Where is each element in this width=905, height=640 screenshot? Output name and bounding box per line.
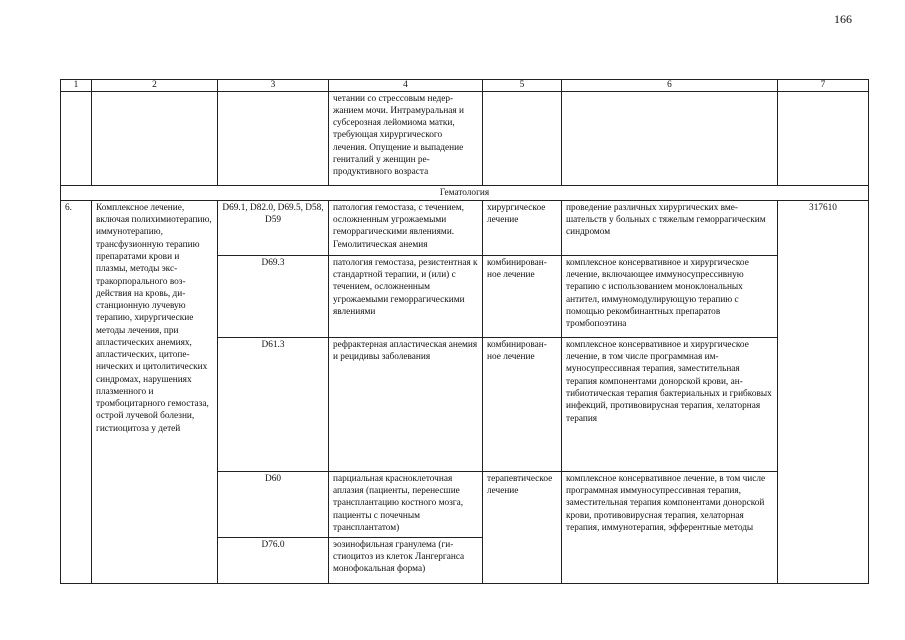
patient-model: эозинофильная гранулема (гистиоцитоз из клеток Лангерганса монофокальная форма) [329, 537, 483, 583]
cost-value: 317610 [778, 200, 869, 583]
column-number: 2 [92, 80, 218, 92]
patient-model: патология гемостаза, резистентная к стандартной терапии, и (или) с течением, осложненным угрожаемыми геморрагическими явлениями [329, 255, 483, 337]
empty-cell [61, 91, 92, 185]
table-row [61, 200, 869, 255]
treatment-type: хирургическое лечение [483, 200, 562, 255]
icd-codes: D60 [218, 471, 329, 537]
treatment-method: комплексное консервативное и хирургическое лечение, в том числе программная иммуносупрессивная терапия, заместительная терапия компонентами донорской крови, антибиотическая терапия бактериальных и грибковых инфекций, противовирусная терапия, хелаторная терапия [562, 337, 778, 471]
column-number: 4 [329, 80, 483, 92]
column-number: 5 [483, 80, 562, 92]
empty-cell [218, 91, 329, 185]
treatment-type: комбинированное лечение [483, 255, 562, 337]
treatment-method: комплексное консервативное и хирургическое лечение, включающее иммуносупрессивную терапию с использованием моноклональных антител, иммуномодулирующую терапию с помощью рекомбинантных препаратов тромбопоэтина [562, 255, 778, 337]
section-title: Гематология [61, 185, 869, 200]
patient-model: патология гемостаза, с течением, осложненным угрожаемыми геморрагическими явлениями. Гемолитическая анемия [329, 200, 483, 255]
icd-codes: D61.3 [218, 337, 329, 471]
icd-codes: D69.3 [218, 255, 329, 337]
column-number: 7 [778, 80, 869, 92]
empty-cell [483, 91, 562, 185]
treatment-method: проведение различных хирургических вмешательств у больных с тяжелым геморрагическим синдромом [562, 200, 778, 255]
empty-cell [92, 91, 218, 185]
column-number: 6 [562, 80, 778, 92]
empty-cell [562, 91, 778, 185]
continuation-row [61, 91, 869, 185]
care-type-name: Комплексное лечение, включая полихимиотерапию, иммунотерапию, трансфузионную терапию препаратами крови и плазмы, методы экстракорпорального воздействия на кровь, дистанционную лучевую терапию, хирургические методы лечения, при апластических анемиях, апластических, цитопенических и цитолитических синдромах, нарушениях плазменного и тромбоцитарного гемостаза, острой лучевой болезни, гистиоцитоза у детей [92, 200, 218, 583]
icd-codes: D76.0 [218, 537, 329, 583]
treatment-type: терапевтическое лечение [483, 471, 562, 583]
empty-cell [778, 91, 869, 185]
column-number: 1 [61, 80, 92, 92]
treatment-type: комбинированное лечение [483, 337, 562, 471]
continuation-text: четании со стрессовым недержанием мочи. Интрамуральная и субсерозная лейомиома матки, требующая хирургического лечения. Опущение и выпадение гениталий у женщин репродуктивного возраста [329, 91, 483, 185]
column-number: 3 [218, 80, 329, 92]
section-row [61, 185, 869, 200]
page-number: 166 [834, 12, 852, 26]
patient-model: парциальная красноклеточная аплазия (пациенты, перенесшие трансплантацию костного мозга, пациенты с почечным трансплантатом) [329, 471, 483, 537]
row-number: 6. [61, 200, 92, 583]
patient-model: рефрактерная апластическая анемия и рецидивы заболевания [329, 337, 483, 471]
treatment-method: комплексное консервативное лечение, в том числе программная иммуносупрессивная терапия, заместительная терапия компонентами донорской крови, противовирусная терапия, хелаторная терапия, иммунотерапия, эфферентные методы [562, 471, 778, 583]
icd-codes: D69.1, D82.0, D69.5, D58, D59 [218, 200, 329, 255]
column-number-row [61, 80, 869, 92]
medical-care-table [60, 79, 869, 584]
